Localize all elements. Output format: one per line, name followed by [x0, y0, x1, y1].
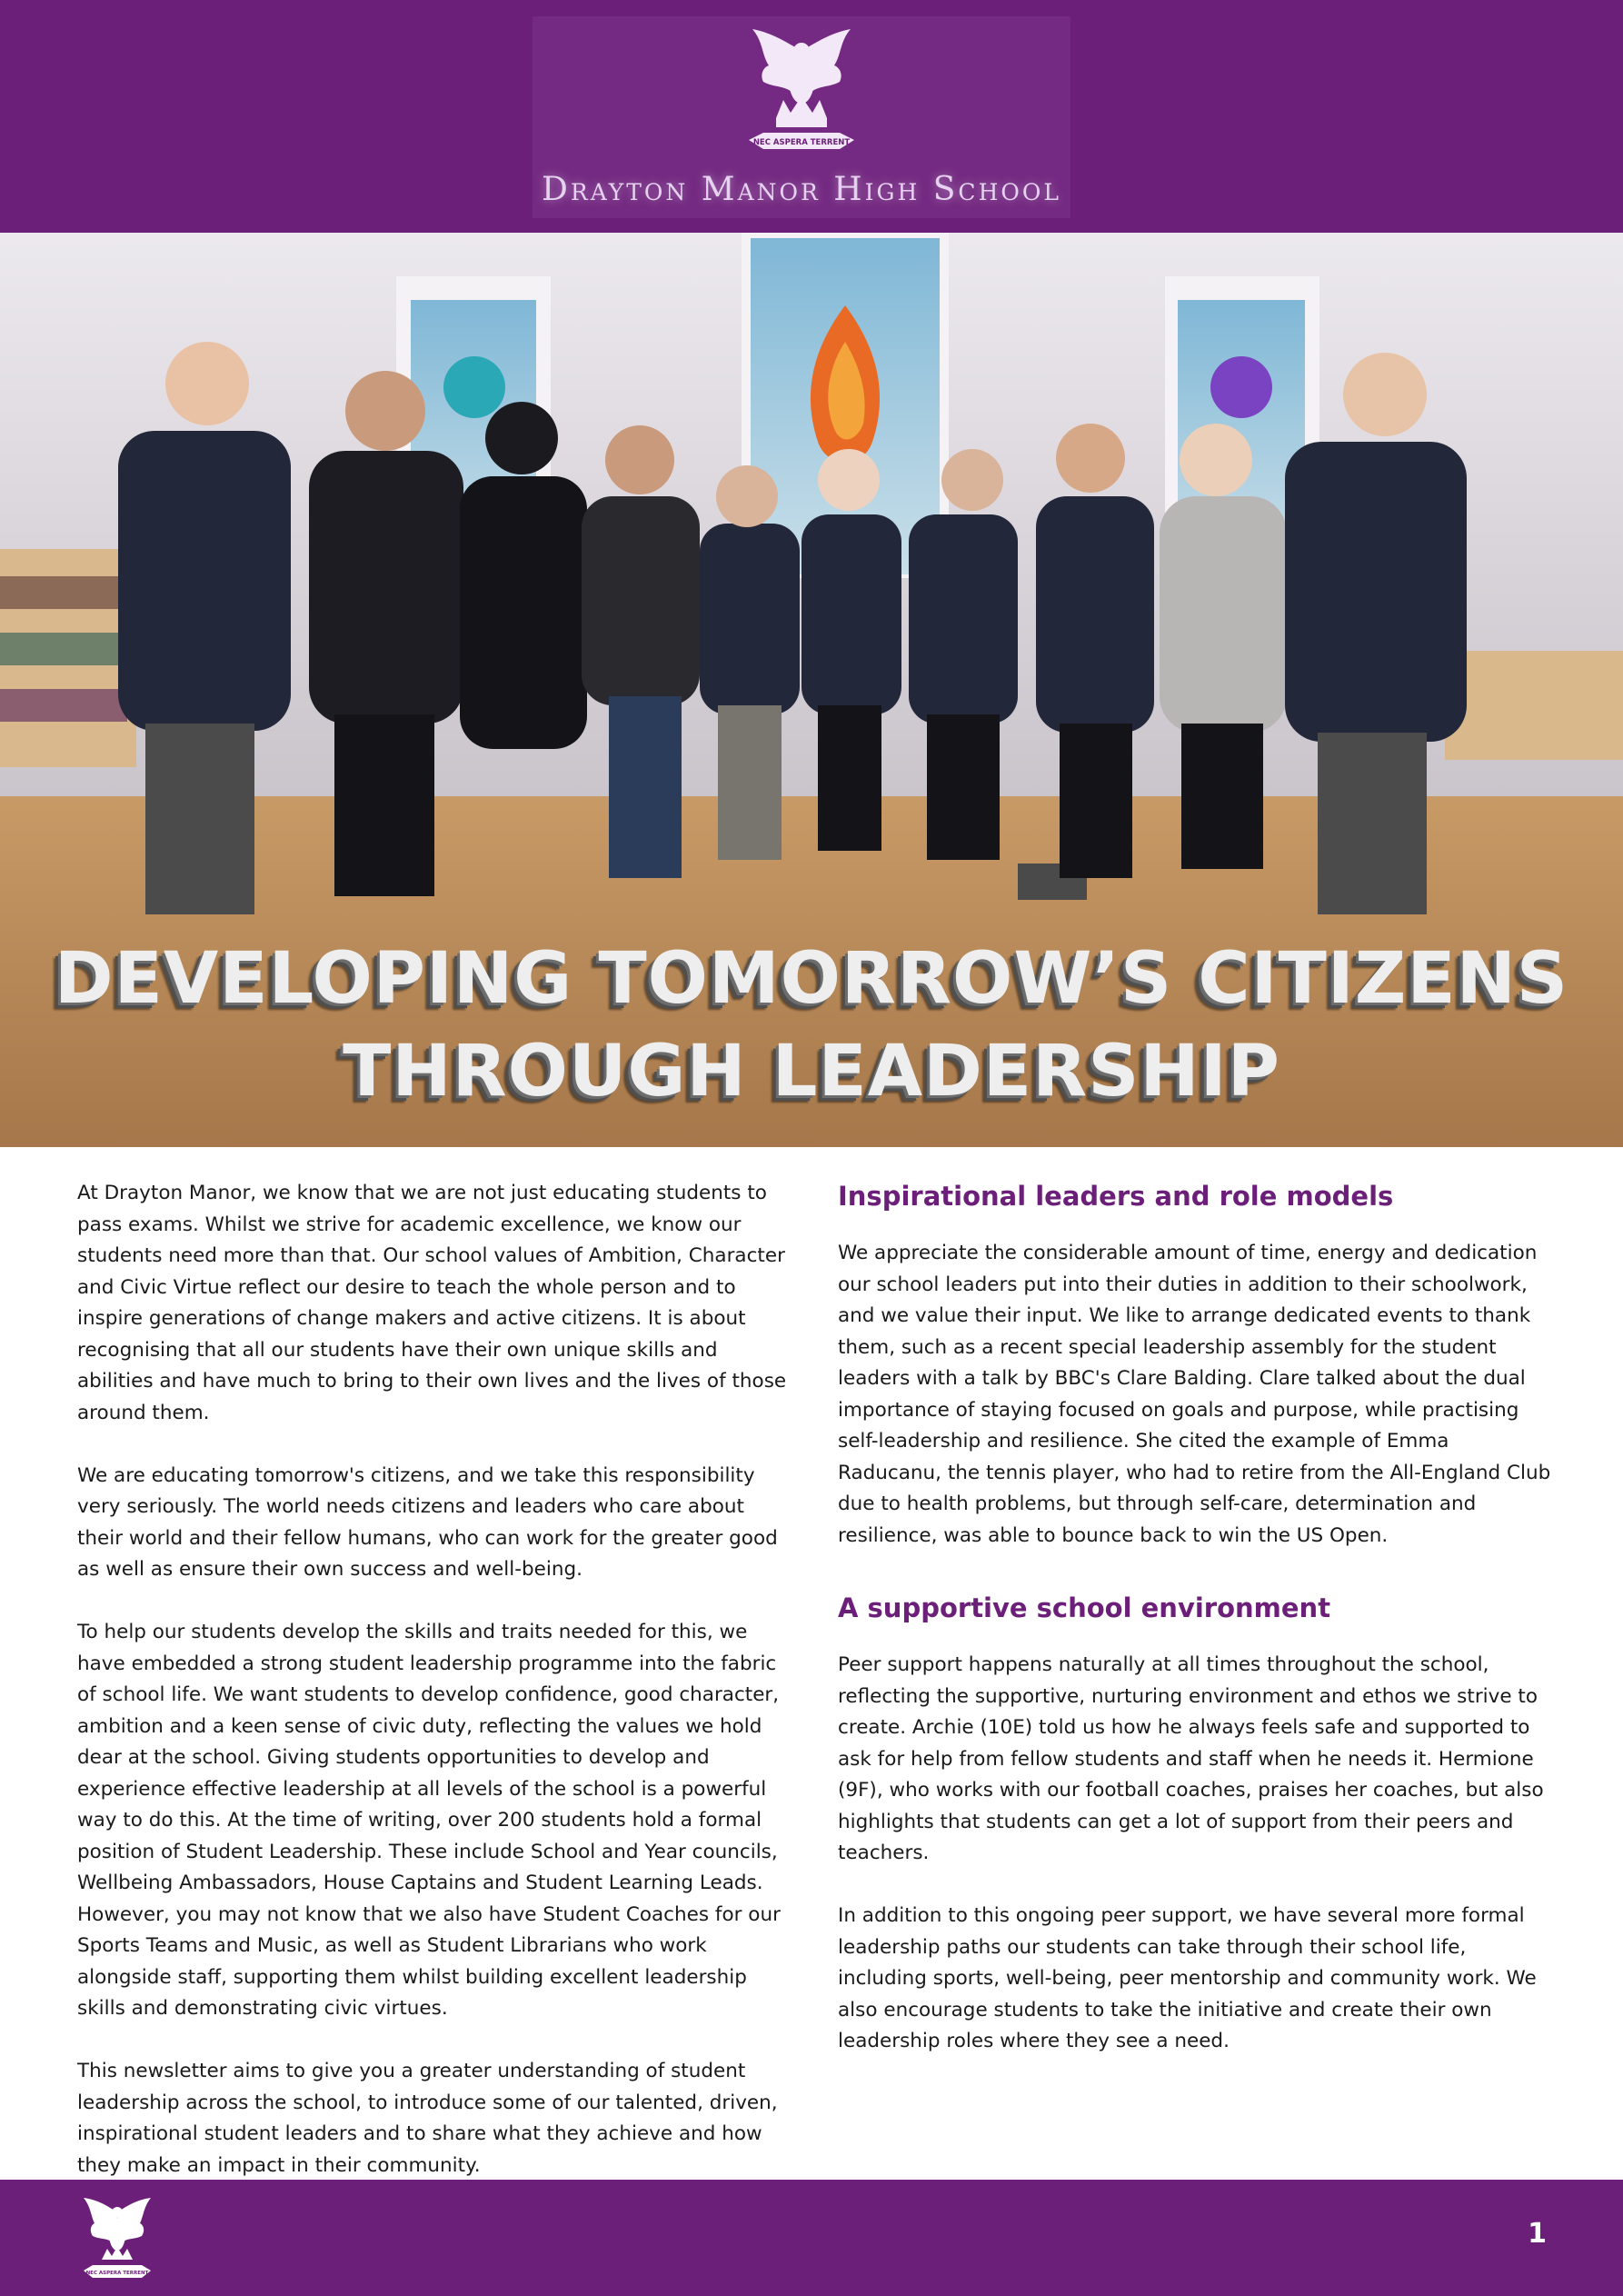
peer-support-paragraph: Peer support happens naturally at all times throughout the school, reflecting the supportive, nurturing environment and ethos we strive to create. Archie (10E) told us how he always feels safe and supported to ask for help from fellow students and staff when he needs it. Hermione (9F), who works with our football coaches, praises her coaches, but also highlights that students can get a lot of support from their peers and teachers. [838, 1653, 1544, 1864]
hero-photo [0, 233, 1623, 1147]
footer-motto: NEC ASPERA TERRENT [85, 2271, 149, 2276]
left-column [77, 1178, 792, 2213]
header-band [0, 0, 1623, 233]
newsletter-aim-paragraph: This newsletter aims to give you a greater understanding of student leadership across the school, to introduce some of our talented, driven, inspirational student leaders and to share what they achieve and how they make an impact in their community. [77, 2060, 778, 2177]
desk [1445, 651, 1623, 760]
section-heading-environment: A supportive school environment [838, 1592, 1331, 1623]
phoenix-crest-logo [736, 24, 867, 173]
crest-motto: NEC ASPERA TERRENT [752, 138, 851, 147]
headline-line-2: THROUGH LEADERSHIP [343, 1031, 1280, 1113]
leadership-programme-paragraph: To help our students develop the skills and traits needed for this, we have embedded a strong student leadership programme into the fabric of school life. We want students to develop confidence, good character, ambition and a keen sense of civic duty, reflecting the values we hold dear at the school. Giving students opportunities to develop and experience effective leadership at all levels of the school is a powerful way to do this. At the time of writing, over 200 students hold a formal position of Student Leadership. These include School and Year councils, Wellbeing Ambassadors, House Captains and Student Learning Leads. However, you may not know that we also have Student Coaches for our Sports Teams and Music, as well as Student Librarians who work alongside staff, supporting them whilst building excellent leadership skills and demonstrating civic virtues. [77, 1621, 781, 2020]
intro-paragraph: At Drayton Manor, we know that we are not just educating students to pass exams. Whilst we strive for academic excellence, we know our students need more than that. Our school values of Ambition, Character and Civic Virtue reflect our desire to teach the whole person and to inspire generations of change makers and active citizens. It is about recognising that all our students have their own unique skills and abilities and have much to bring to their own lives and the lives of those around them. [77, 1182, 787, 1424]
phoenix-footer-logo [76, 2194, 158, 2283]
leaders-paragraph: We appreciate the considerable amount of time, energy and dedication our school leaders put into their duties in addition to their schoolwork, and we value their input. We like to arrange dedicated events to thank them, such as a recent special leadership assembly for the student leaders with a talk by BBC's Clare Balding. Clare talked about the dual importance of staying focused on goals and purpose, while practising self-leadership and resilience. She cited the example of Emma Raducanu, the tennis player, who had to retire from the All-England Club due to health problems, but through self-care, determination and resilience, was able to bounce back to win the US Open. [838, 1242, 1551, 1547]
section-heading-leaders: Inspirational leaders and role models [838, 1181, 1394, 1212]
leadership-paths-paragraph: In addition to this ongoing peer support, we have several more formal leadership paths our students can take through their school life, including sports, well-being, peer mentorship and community work. We also encourage students to take the initiative and create their own leadership roles where they see a need. [838, 1904, 1537, 2052]
right-column [838, 1178, 1552, 2089]
page-number: 1 [1528, 2218, 1547, 2250]
headline-line-1: DEVELOPING TOMORROW’S CITIZENS [54, 938, 1569, 1020]
crest-panel [533, 16, 1070, 218]
school-name: Drayton Manor High School [542, 171, 1061, 208]
footer-band [0, 2180, 1623, 2296]
hero-headline [0, 933, 1623, 1118]
citizens-paragraph: We are educating tomorrow's citizens, and we take this responsibility very seriously. The world needs citizens and leaders who care about their world and their fellow humans, who can work for the greater good as well as ensure their own success and well-being. [77, 1463, 778, 1581]
